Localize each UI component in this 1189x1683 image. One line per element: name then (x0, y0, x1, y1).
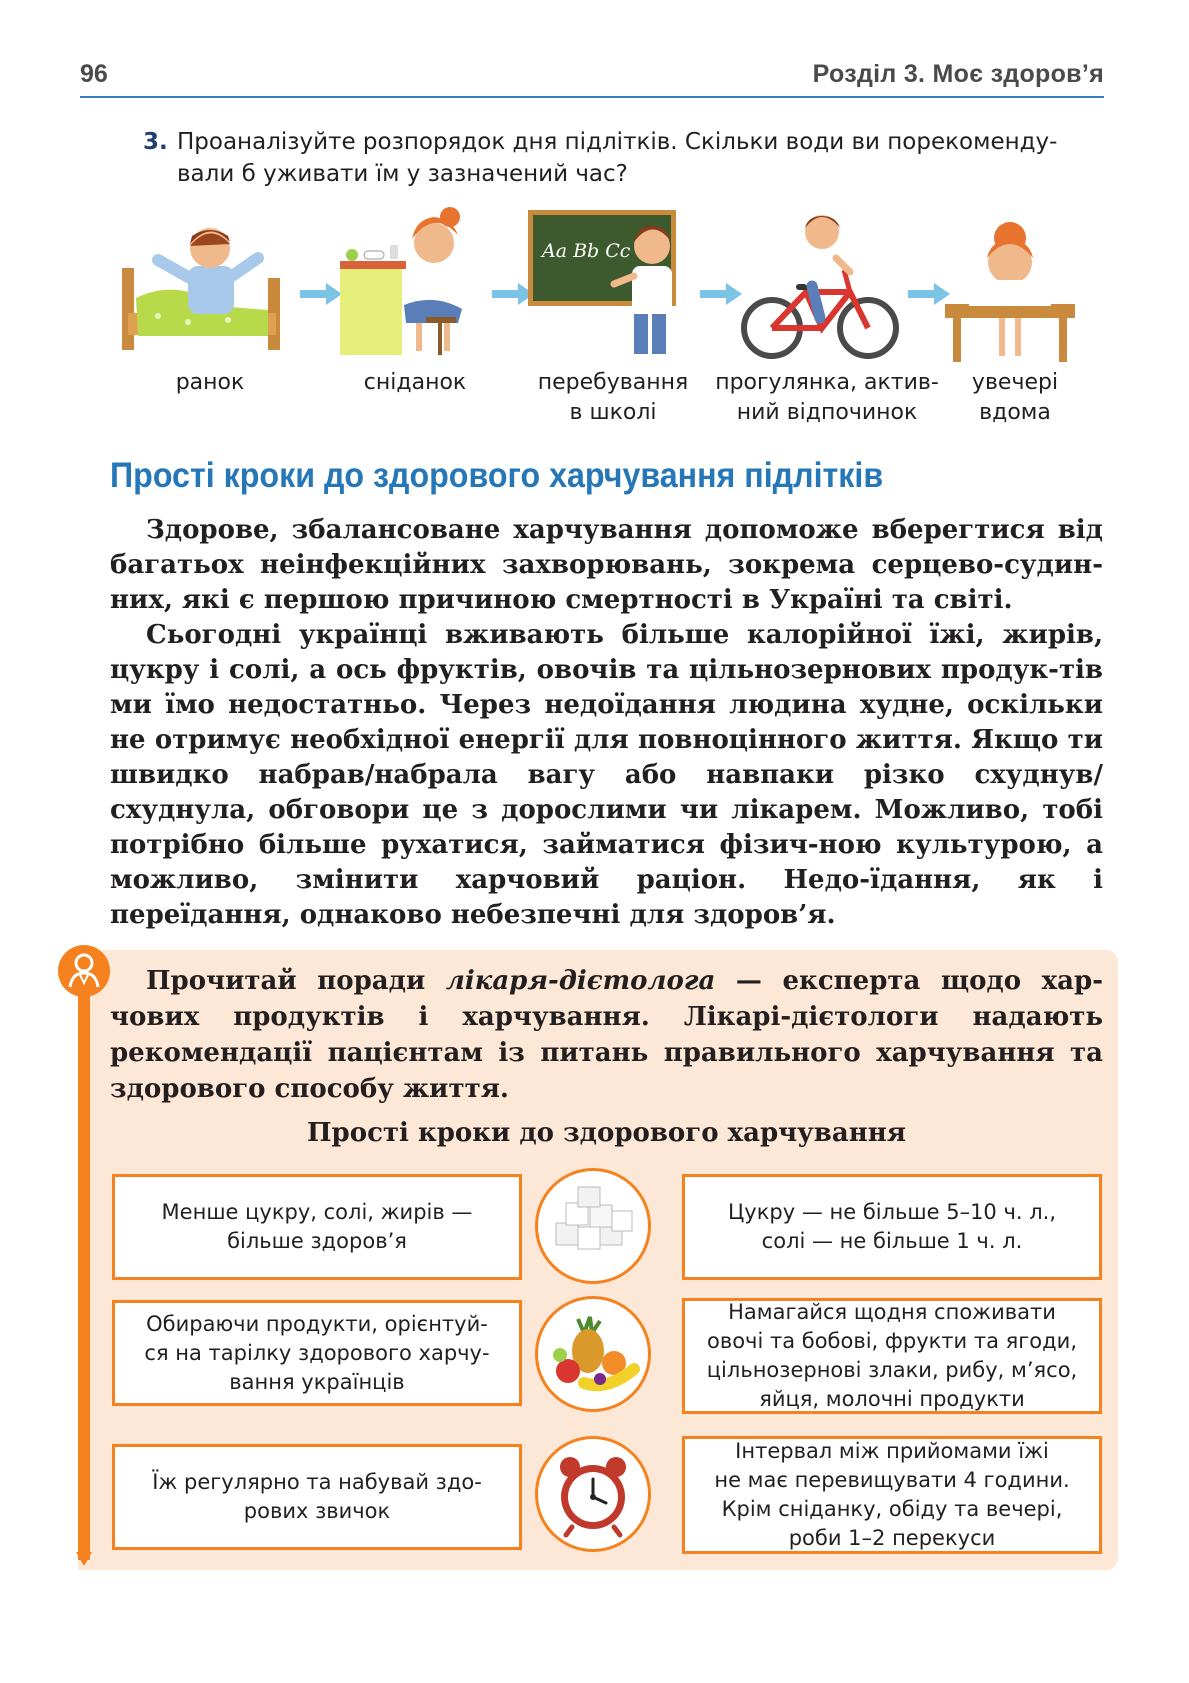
boy-waking-illustration (118, 218, 288, 353)
advice-right-box-1 (682, 1174, 1102, 1280)
caption-line: ний відпочинок (736, 400, 918, 425)
chalkboard-text: Aa Bb Cc (542, 240, 631, 262)
task-text: Проаналізуйте розпорядок дня підлітків. Скільки води ви порекоменду-вали б уживати їм у зазначений час? (177, 129, 1058, 187)
advice-intro-end: — експерта щодо хар-чових продуктів і харчування. Лікарі-дієтологи надають рекомендації пацієнтам із питань правильного харчування та здорового способу життя. (110, 966, 1104, 1104)
caption-walk (712, 368, 942, 428)
body-paragraph: Здорове, збалансоване харчування допоможе вберегтися від багатьох неінфекційних захворювань, зокрема серцево-судин-них, які є першою причиною смертності в Україні та світі. (110, 515, 1103, 615)
box-line: ся на тарілку здорового харчу- (144, 1340, 490, 1365)
bicycle-illustration (740, 210, 900, 365)
advice-title: Прості кроки до здорового харчування (307, 1118, 906, 1148)
advice-intro-term: лікаря-дієтолога (445, 966, 716, 996)
doctor-icon (58, 945, 110, 997)
body-paragraph: Сьогодні українці вживають більше калорійної їжі, жирів, цукру і солі, а ось фруктів, овочів та цільнозернових продук-тів ми їмо недостатньо. Через недоїдання людина худне, оскільки не отримує необхідної енергії для повноцінного життя. Якщо ти швидко набрав/набрала вагу або навпаки різко схуднув/схуднула, обговори це з дорослими чи лікарем. Можливо, тобі потрібно більше рухатися, займатися фізич-ною культурою, а можливо, змінити харчовий раціон. Недо-їдання, як і переїдання, однаково небезпечні для здоров’я. (110, 620, 1103, 930)
caption-line: ранок (175, 370, 245, 395)
caption-morning (140, 368, 280, 398)
caption-evening (955, 368, 1075, 428)
advice-intro-start: Прочитай поради (146, 966, 446, 996)
box-line: Менше цукру, солі, жирів — (161, 1200, 473, 1224)
advice-left-box-3 (112, 1444, 522, 1550)
advice-right-box-3 (682, 1436, 1102, 1554)
girl-breakfast-illustration (340, 205, 480, 355)
arrow-right-icon (700, 283, 742, 305)
panel-accent-strip (78, 960, 90, 1560)
chapter-title: Розділ 3. Моє здоров’я (812, 60, 1104, 88)
caption-breakfast (340, 368, 490, 398)
box-line: Крім сніданку, обіду та вечері, (721, 1497, 1063, 1521)
box-line: солі — не більше 1 ч. л. (761, 1229, 1023, 1253)
sugar-cubes-icon (535, 1168, 651, 1284)
caption-line: сніданок (363, 370, 467, 395)
section-title: Прості кроки до здорового харчування підлітків (110, 456, 884, 495)
school-illustration (528, 210, 678, 360)
caption-line: перебування (537, 370, 689, 395)
task-number: 3. (143, 129, 168, 155)
box-line: не має перевищувати 4 години. (714, 1468, 1070, 1492)
box-line: цільнозернові злаки, рибу, м’ясо, (706, 1358, 1078, 1382)
advice-left-box-2 (112, 1300, 522, 1406)
caption-school (528, 368, 698, 428)
advice-left-box-1 (112, 1174, 522, 1280)
body-text (110, 513, 1103, 933)
advice-right-box-2 (682, 1298, 1102, 1414)
fruits-icon (535, 1296, 651, 1412)
page-header (80, 58, 1104, 98)
caption-line: прогулянка, актив- (715, 370, 939, 395)
box-line: яйця, молочні продукти (759, 1387, 1025, 1411)
caption-line: вдома (979, 400, 1051, 425)
arrow-right-icon (908, 283, 950, 305)
task-3 (145, 126, 1105, 190)
arrow-right-icon (300, 283, 342, 305)
caption-line: увечері (971, 370, 1059, 395)
box-line: овочі та бобові, фрукти та ягоди, (706, 1329, 1077, 1353)
box-line: Цукру — не більше 5–10 ч. л., (727, 1200, 1057, 1224)
box-line: Обираючи продукти, орієнтуй- (146, 1311, 488, 1336)
box-line: Намагайся щодня споживати (728, 1300, 1056, 1324)
box-line: більше здоров’я (227, 1229, 407, 1253)
alarm-clock-icon (535, 1436, 651, 1552)
box-line: Інтервал між прийомами їжі (735, 1439, 1049, 1463)
panel-strip-tip (76, 1552, 92, 1566)
box-line: рових звичок (243, 1499, 391, 1523)
box-line: Їж регулярно та набувай здо- (152, 1470, 482, 1494)
box-line: вання українців (229, 1369, 405, 1394)
advice-intro (110, 963, 1103, 1107)
girl-home-illustration (945, 218, 1075, 363)
caption-line: в школі (569, 400, 657, 425)
box-line: роби 1–2 перекуси (788, 1526, 996, 1550)
page-number: 96 (80, 60, 108, 88)
